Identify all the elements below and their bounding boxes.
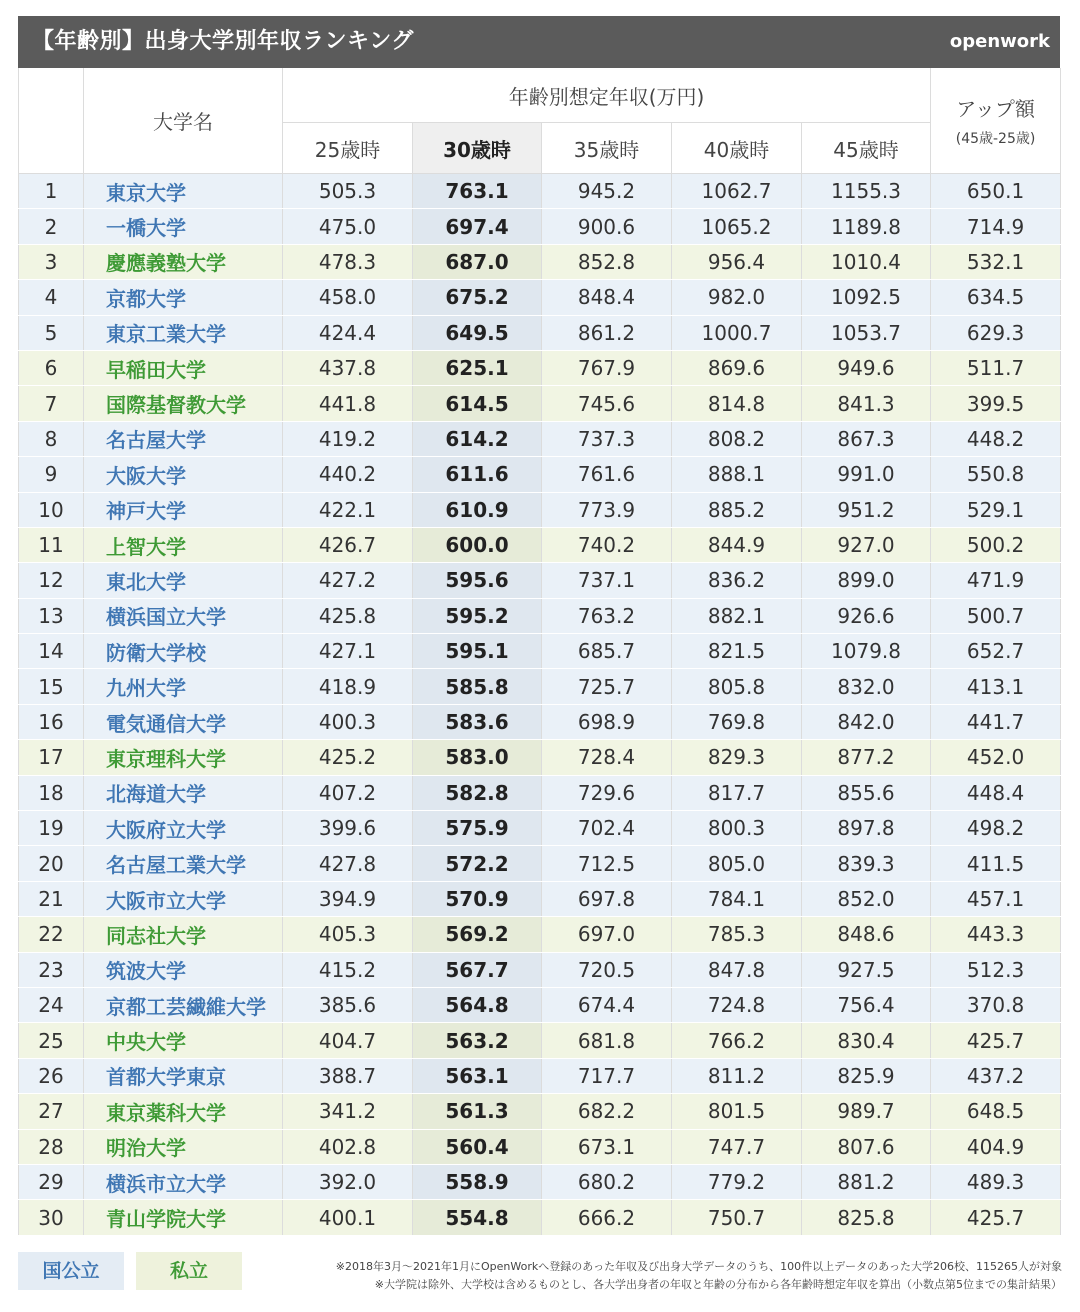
increase-amount: 489.3 <box>931 1164 1061 1199</box>
table-row <box>19 386 1061 421</box>
salary-30: 572.2 <box>413 846 542 881</box>
university-name: 東京大学 <box>84 174 283 209</box>
salary-25: 392.0 <box>283 1164 413 1199</box>
salary-45: 1189.8 <box>802 209 931 244</box>
salary-35: 852.8 <box>542 244 672 279</box>
salary-45: 881.2 <box>802 1164 931 1199</box>
footnote: ※大学院は除外、大学校は含めるものとし、各大学出身者の年収と年齢の分布から各年齢時想定年収を算出（小数点第5位までの集計結果） <box>374 1278 1062 1291</box>
table-row <box>19 669 1061 704</box>
salary-30: 583.0 <box>413 740 542 775</box>
salary-40: 888.1 <box>672 457 802 492</box>
salary-30: 625.1 <box>413 350 542 385</box>
rank-cell: 2 <box>19 209 84 244</box>
salary-30: 614.2 <box>413 421 542 456</box>
university-name: 早稲田大学 <box>84 350 283 385</box>
age45-header: 45歳時 <box>802 123 931 174</box>
table-row <box>19 598 1061 633</box>
salary-45: 825.9 <box>802 1058 931 1093</box>
salary-40: 785.3 <box>672 917 802 952</box>
university-name: 京都工芸繊維大学 <box>84 987 283 1022</box>
salary-35: 717.7 <box>542 1058 672 1093</box>
salary-35: 767.9 <box>542 350 672 385</box>
salary-25: 475.0 <box>283 209 413 244</box>
legend-private: 私立 <box>136 1252 242 1290</box>
salary-45: 830.4 <box>802 1023 931 1058</box>
increase-amount: 437.2 <box>931 1058 1061 1093</box>
salary-35: 737.1 <box>542 563 672 598</box>
salary-40: 821.5 <box>672 634 802 669</box>
salary-25: 418.9 <box>283 669 413 704</box>
salary-30: 563.2 <box>413 1023 542 1058</box>
university-name: 慶應義塾大学 <box>84 244 283 279</box>
legend-national: 国公立 <box>18 1252 124 1290</box>
salary-25: 341.2 <box>283 1094 413 1129</box>
salary-45: 927.5 <box>802 952 931 987</box>
salary-40: 1000.7 <box>672 315 802 350</box>
salary-30: 560.4 <box>413 1129 542 1164</box>
salary-30: 763.1 <box>413 174 542 209</box>
increase-amount: 471.9 <box>931 563 1061 598</box>
salary-25: 425.2 <box>283 740 413 775</box>
salary-25: 458.0 <box>283 280 413 315</box>
rank-cell: 29 <box>19 1164 84 1199</box>
rank-cell: 28 <box>19 1129 84 1164</box>
increase-amount: 648.5 <box>931 1094 1061 1129</box>
salary-35: 745.6 <box>542 386 672 421</box>
salary-40: 869.6 <box>672 350 802 385</box>
increase-amount: 448.2 <box>931 421 1061 456</box>
increase-amount: 529.1 <box>931 492 1061 527</box>
rank-cell: 19 <box>19 811 84 846</box>
salary-30: 600.0 <box>413 527 542 562</box>
salary-40: 956.4 <box>672 244 802 279</box>
salary-30: 687.0 <box>413 244 542 279</box>
salary-35: 761.6 <box>542 457 672 492</box>
salary-45: 832.0 <box>802 669 931 704</box>
salary-25: 400.1 <box>283 1200 413 1235</box>
salary-30: 561.3 <box>413 1094 542 1129</box>
increase-amount: 452.0 <box>931 740 1061 775</box>
rank-cell: 17 <box>19 740 84 775</box>
university-name: 中央大学 <box>84 1023 283 1058</box>
rank-cell: 6 <box>19 350 84 385</box>
salary-40: 747.7 <box>672 1129 802 1164</box>
rank-cell: 7 <box>19 386 84 421</box>
age40-header: 40歳時 <box>672 123 802 174</box>
salary-35: 682.2 <box>542 1094 672 1129</box>
university-name: 東北大学 <box>84 563 283 598</box>
salary-30: 649.5 <box>413 315 542 350</box>
table-row <box>19 280 1061 315</box>
salary-45: 867.3 <box>802 421 931 456</box>
table-row <box>19 527 1061 562</box>
rank-cell: 14 <box>19 634 84 669</box>
rank-cell: 20 <box>19 846 84 881</box>
table-row <box>19 1023 1061 1058</box>
university-name: 筑波大学 <box>84 952 283 987</box>
increase-amount: 441.7 <box>931 704 1061 739</box>
salary-35: 763.2 <box>542 598 672 633</box>
salary-35: 681.8 <box>542 1023 672 1058</box>
salary-30: 697.4 <box>413 209 542 244</box>
university-header: 大学名 <box>84 68 283 174</box>
salary-40: 808.2 <box>672 421 802 456</box>
rank-cell: 22 <box>19 917 84 952</box>
salary-35: 673.1 <box>542 1129 672 1164</box>
table-row <box>19 315 1061 350</box>
increase-amount: 511.7 <box>931 350 1061 385</box>
salary-35: 674.4 <box>542 987 672 1022</box>
university-name: 上智大学 <box>84 527 283 562</box>
table-row <box>19 987 1061 1022</box>
ranking-table <box>18 68 1061 1236</box>
increase-amount: 652.7 <box>931 634 1061 669</box>
increase-amount: 448.4 <box>931 775 1061 810</box>
salary-45: 989.7 <box>802 1094 931 1129</box>
university-name: 大阪府立大学 <box>84 811 283 846</box>
salary-35: 666.2 <box>542 1200 672 1235</box>
salary-30: 585.8 <box>413 669 542 704</box>
salary-25: 385.6 <box>283 987 413 1022</box>
salary-35: 685.7 <box>542 634 672 669</box>
salary-25: 405.3 <box>283 917 413 952</box>
table-row <box>19 917 1061 952</box>
increase-amount: 634.5 <box>931 280 1061 315</box>
salary-25: 478.3 <box>283 244 413 279</box>
table-row <box>19 634 1061 669</box>
increase-amount: 370.8 <box>931 987 1061 1022</box>
salary-45: 855.6 <box>802 775 931 810</box>
salary-35: 720.5 <box>542 952 672 987</box>
salary-35: 773.9 <box>542 492 672 527</box>
table-row <box>19 457 1061 492</box>
table-row <box>19 1094 1061 1129</box>
increase-amount: 404.9 <box>931 1129 1061 1164</box>
salary-30: 675.2 <box>413 280 542 315</box>
title-bar <box>18 16 1060 68</box>
salary-45: 841.3 <box>802 386 931 421</box>
salary-30: 610.9 <box>413 492 542 527</box>
rank-cell: 26 <box>19 1058 84 1093</box>
rank-cell: 18 <box>19 775 84 810</box>
increase-amount: 443.3 <box>931 917 1061 952</box>
salary-30: 595.6 <box>413 563 542 598</box>
salary-45: 1079.8 <box>802 634 931 669</box>
salary-45: 927.0 <box>802 527 931 562</box>
salary-40: 811.2 <box>672 1058 802 1093</box>
salary-45: 825.8 <box>802 1200 931 1235</box>
table-row <box>19 811 1061 846</box>
salary-35: 729.6 <box>542 775 672 810</box>
brand-logo: openwork <box>949 31 1050 52</box>
university-name: 明治大学 <box>84 1129 283 1164</box>
rank-cell: 21 <box>19 881 84 916</box>
rank-cell: 9 <box>19 457 84 492</box>
salary-40: 801.5 <box>672 1094 802 1129</box>
salary-30: 575.9 <box>413 811 542 846</box>
rank-cell: 4 <box>19 280 84 315</box>
table-row <box>19 1129 1061 1164</box>
rank-cell: 11 <box>19 527 84 562</box>
salary-45: 991.0 <box>802 457 931 492</box>
university-name: 北海道大学 <box>84 775 283 810</box>
salary-25: 407.2 <box>283 775 413 810</box>
salary-35: 740.2 <box>542 527 672 562</box>
salary-40: 836.2 <box>672 563 802 598</box>
salary-45: 1010.4 <box>802 244 931 279</box>
salary-45: 1053.7 <box>802 315 931 350</box>
table-row <box>19 952 1061 987</box>
salary-25: 426.7 <box>283 527 413 562</box>
rank-cell: 8 <box>19 421 84 456</box>
increase-header-label: アップ額 <box>956 97 1035 121</box>
salary-40: 885.2 <box>672 492 802 527</box>
rank-cell: 24 <box>19 987 84 1022</box>
rank-cell: 15 <box>19 669 84 704</box>
salary-35: 712.5 <box>542 846 672 881</box>
salary-40: 829.3 <box>672 740 802 775</box>
salary-45: 897.8 <box>802 811 931 846</box>
rank-cell: 27 <box>19 1094 84 1129</box>
increase-amount: 399.5 <box>931 386 1061 421</box>
university-name: 京都大学 <box>84 280 283 315</box>
salary-45: 1155.3 <box>802 174 931 209</box>
salary-40: 982.0 <box>672 280 802 315</box>
rank-cell: 23 <box>19 952 84 987</box>
salary-35: 728.4 <box>542 740 672 775</box>
increase-amount: 500.7 <box>931 598 1061 633</box>
salary-25: 505.3 <box>283 174 413 209</box>
salary-35: 725.7 <box>542 669 672 704</box>
salary-30: 570.9 <box>413 881 542 916</box>
rank-cell: 5 <box>19 315 84 350</box>
university-name: 大阪市立大学 <box>84 881 283 916</box>
salary-30: 595.1 <box>413 634 542 669</box>
salary-45: 899.0 <box>802 563 931 598</box>
salary-25: 422.1 <box>283 492 413 527</box>
salary-25: 400.3 <box>283 704 413 739</box>
salary-25: 415.2 <box>283 952 413 987</box>
salary-30: 583.6 <box>413 704 542 739</box>
salary-35: 945.2 <box>542 174 672 209</box>
table-row <box>19 881 1061 916</box>
salary-25: 427.2 <box>283 563 413 598</box>
university-name: 東京理科大学 <box>84 740 283 775</box>
salary-40: 779.2 <box>672 1164 802 1199</box>
salary-25: 440.2 <box>283 457 413 492</box>
salary-35: 698.9 <box>542 704 672 739</box>
page-title: 【年齢別】出身大学別年収ランキング <box>32 29 414 54</box>
salary-45: 877.2 <box>802 740 931 775</box>
salary-30: 564.8 <box>413 987 542 1022</box>
university-name: 九州大学 <box>84 669 283 704</box>
salary-40: 800.3 <box>672 811 802 846</box>
age30-header: 30歳時 <box>413 123 542 174</box>
salary-40: 724.8 <box>672 987 802 1022</box>
salary-30: 558.9 <box>413 1164 542 1199</box>
increase-amount: 629.3 <box>931 315 1061 350</box>
salary-45: 839.3 <box>802 846 931 881</box>
increase-amount: 532.1 <box>931 244 1061 279</box>
rank-cell: 25 <box>19 1023 84 1058</box>
university-name: 東京薬科大学 <box>84 1094 283 1129</box>
salary-30: 569.2 <box>413 917 542 952</box>
salary-30: 614.5 <box>413 386 542 421</box>
table-row <box>19 174 1061 209</box>
rank-cell: 1 <box>19 174 84 209</box>
university-name: 青山学院大学 <box>84 1200 283 1235</box>
salary-40: 805.8 <box>672 669 802 704</box>
salary-25: 437.8 <box>283 350 413 385</box>
salary-45: 949.6 <box>802 350 931 385</box>
salary-25: 399.6 <box>283 811 413 846</box>
salary-45: 756.4 <box>802 987 931 1022</box>
table-row <box>19 1164 1061 1199</box>
salary-35: 737.3 <box>542 421 672 456</box>
table-row <box>19 563 1061 598</box>
rank-cell: 12 <box>19 563 84 598</box>
rank-cell: 16 <box>19 704 84 739</box>
salary-35: 702.4 <box>542 811 672 846</box>
salary-25: 427.8 <box>283 846 413 881</box>
university-name: 電気通信大学 <box>84 704 283 739</box>
university-name: 横浜国立大学 <box>84 598 283 633</box>
table-row <box>19 421 1061 456</box>
rank-cell: 3 <box>19 244 84 279</box>
rank-header <box>19 68 84 174</box>
salary-40: 784.1 <box>672 881 802 916</box>
university-name: 首都大学東京 <box>84 1058 283 1093</box>
table-row <box>19 1200 1061 1235</box>
salary-25: 425.8 <box>283 598 413 633</box>
salary-40: 844.9 <box>672 527 802 562</box>
increase-amount: 500.2 <box>931 527 1061 562</box>
university-name: 東京工業大学 <box>84 315 283 350</box>
salary-35: 697.8 <box>542 881 672 916</box>
university-name: 名古屋工業大学 <box>84 846 283 881</box>
salary-30: 563.1 <box>413 1058 542 1093</box>
university-name: 神戸大学 <box>84 492 283 527</box>
salary-group-header: 年齢別想定年収(万円) <box>283 68 931 123</box>
university-name: 防衛大学校 <box>84 634 283 669</box>
salary-25: 424.4 <box>283 315 413 350</box>
university-name: 大阪大学 <box>84 457 283 492</box>
university-name: 一橋大学 <box>84 209 283 244</box>
salary-25: 441.8 <box>283 386 413 421</box>
salary-30: 611.6 <box>413 457 542 492</box>
salary-40: 1065.2 <box>672 209 802 244</box>
increase-header-sub: (45歳-25歳) <box>955 131 1036 147</box>
table-row <box>19 846 1061 881</box>
salary-25: 388.7 <box>283 1058 413 1093</box>
salary-45: 1092.5 <box>802 280 931 315</box>
increase-amount: 457.1 <box>931 881 1061 916</box>
increase-amount: 411.5 <box>931 846 1061 881</box>
salary-30: 582.8 <box>413 775 542 810</box>
salary-40: 805.0 <box>672 846 802 881</box>
salary-30: 595.2 <box>413 598 542 633</box>
increase-amount: 650.1 <box>931 174 1061 209</box>
university-name: 同志社大学 <box>84 917 283 952</box>
university-name: 国際基督教大学 <box>84 386 283 421</box>
salary-25: 427.1 <box>283 634 413 669</box>
salary-40: 817.7 <box>672 775 802 810</box>
salary-40: 766.2 <box>672 1023 802 1058</box>
university-name: 名古屋大学 <box>84 421 283 456</box>
table-row <box>19 244 1061 279</box>
salary-35: 848.4 <box>542 280 672 315</box>
university-name: 横浜市立大学 <box>84 1164 283 1199</box>
salary-40: 1062.7 <box>672 174 802 209</box>
salary-35: 861.2 <box>542 315 672 350</box>
salary-45: 842.0 <box>802 704 931 739</box>
salary-35: 900.6 <box>542 209 672 244</box>
salary-40: 769.8 <box>672 704 802 739</box>
increase-amount: 425.7 <box>931 1200 1061 1235</box>
table-row <box>19 775 1061 810</box>
increase-amount: 714.9 <box>931 209 1061 244</box>
table-row <box>19 704 1061 739</box>
rank-cell: 10 <box>19 492 84 527</box>
age25-header: 25歳時 <box>283 123 413 174</box>
salary-25: 404.7 <box>283 1023 413 1058</box>
increase-amount: 425.7 <box>931 1023 1061 1058</box>
salary-35: 680.2 <box>542 1164 672 1199</box>
salary-25: 402.8 <box>283 1129 413 1164</box>
rank-cell: 30 <box>19 1200 84 1235</box>
salary-45: 848.6 <box>802 917 931 952</box>
table-row <box>19 209 1061 244</box>
salary-45: 951.2 <box>802 492 931 527</box>
salary-45: 852.0 <box>802 881 931 916</box>
increase-amount: 550.8 <box>931 457 1061 492</box>
salary-30: 567.7 <box>413 952 542 987</box>
salary-35: 697.0 <box>542 917 672 952</box>
increase-header <box>931 68 1061 174</box>
salary-40: 814.8 <box>672 386 802 421</box>
age35-header: 35歳時 <box>542 123 672 174</box>
salary-40: 882.1 <box>672 598 802 633</box>
salary-40: 847.8 <box>672 952 802 987</box>
table-row <box>19 1058 1061 1093</box>
table-row <box>19 740 1061 775</box>
increase-amount: 512.3 <box>931 952 1061 987</box>
increase-amount: 413.1 <box>931 669 1061 704</box>
table-row <box>19 350 1061 385</box>
salary-40: 750.7 <box>672 1200 802 1235</box>
salary-30: 554.8 <box>413 1200 542 1235</box>
salary-45: 807.6 <box>802 1129 931 1164</box>
rank-cell: 13 <box>19 598 84 633</box>
salary-25: 419.2 <box>283 421 413 456</box>
table-row <box>19 492 1061 527</box>
salary-25: 394.9 <box>283 881 413 916</box>
footnote: ※2018年3月〜2021年1月にOpenWorkへ登録のあった年収及び出身大学データのうち、100件以上データのあった大学206校、115265人が対象 <box>335 1260 1062 1273</box>
increase-amount: 498.2 <box>931 811 1061 846</box>
salary-45: 926.6 <box>802 598 931 633</box>
